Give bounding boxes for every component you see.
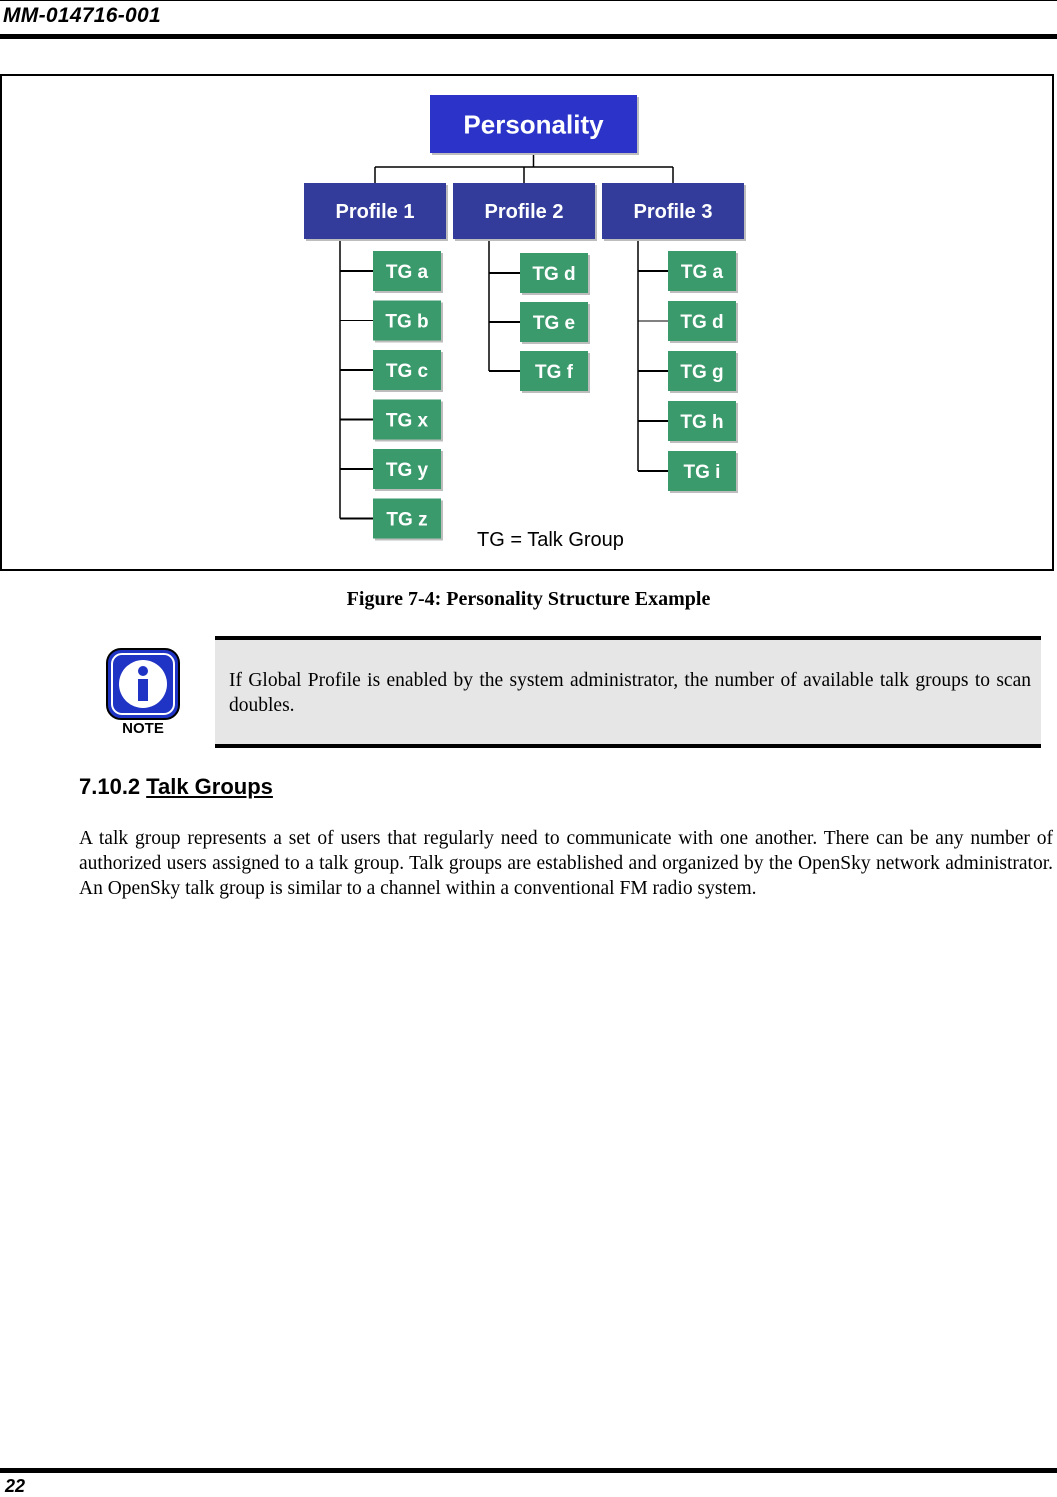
talk-group-box-label: TG c [385, 360, 429, 382]
talk-group-box-label: TG b [385, 311, 429, 333]
note-info-icon [105, 647, 181, 739]
diagram-nodes [304, 95, 746, 551]
talk-group-box [668, 401, 738, 443]
talk-group-box-label: TG h [680, 411, 724, 433]
talk-group-box [373, 449, 443, 491]
talk-group-box-label: TG d [680, 311, 724, 333]
talk-group-box-label: TG x [385, 410, 429, 432]
profile-3-box [602, 183, 746, 241]
page-number: 22 [5, 1476, 26, 1496]
talk-group-box [373, 301, 443, 343]
document-id: MM-014716-001 [3, 4, 161, 27]
footer-rule [0, 1468, 1057, 1473]
talk-group-box [373, 350, 443, 392]
talk-group-box-label: TG d [532, 263, 576, 285]
talk-group-box [373, 251, 443, 293]
note-text: If Global Profile is enabled by the system administrator, the number of available talk groups to scan doubles. [229, 670, 1031, 716]
talk-group-box [668, 301, 738, 343]
section-heading [79, 774, 273, 800]
root-personality-box-label: Personality [463, 109, 604, 140]
profile-2-box-label: Profile 2 [484, 201, 564, 224]
section-paragraph: A talk group represents a set of users that regularly need to communicate with one another. There can be any number of authorized users assigned to a talk group. Talk groups are established and organized by the OpenSky network administrator. An OpenSky talk group is similar to a channel within a conventional FM radio system. [79, 828, 1053, 899]
top-edge-line [0, 0, 1057, 1]
talk-group-box-label: TG g [680, 361, 724, 383]
section-title: Talk Groups [146, 774, 273, 799]
note-box [215, 636, 1041, 748]
talk-group-box [520, 253, 590, 295]
talk-group-box-label: TG i [683, 461, 721, 483]
talk-group-box [668, 251, 738, 293]
talk-group-legend: TG = Talk Group [477, 529, 624, 551]
root-personality-box [430, 95, 639, 155]
note-icon-label: NOTE [122, 720, 164, 737]
talk-group-box [520, 302, 590, 344]
profile-1-box [304, 183, 448, 241]
talk-group-box [668, 451, 738, 493]
figure-caption: Figure 7-4: Personality Structure Example [346, 588, 711, 610]
header-rule [0, 34, 1057, 39]
talk-group-box-label: TG e [532, 312, 576, 334]
talk-group-box [668, 351, 738, 393]
section-number: 7.10.2 [79, 774, 141, 799]
profile-1-box-label: Profile 1 [335, 201, 415, 224]
talk-group-box-label: TG a [680, 261, 724, 283]
talk-group-box-label: TG y [385, 459, 429, 481]
profile-3-box-label: Profile 3 [633, 201, 713, 224]
profile-2-box [453, 183, 597, 241]
talk-group-box-label: TG f [535, 361, 573, 383]
figure-frame [0, 74, 1054, 571]
talk-group-box-label: TG a [385, 261, 429, 283]
talk-group-box [520, 351, 590, 393]
talk-group-box-label: TG z [386, 509, 428, 531]
personality-diagram [2, 76, 1052, 569]
talk-group-box [373, 400, 443, 442]
talk-group-box [373, 499, 443, 541]
